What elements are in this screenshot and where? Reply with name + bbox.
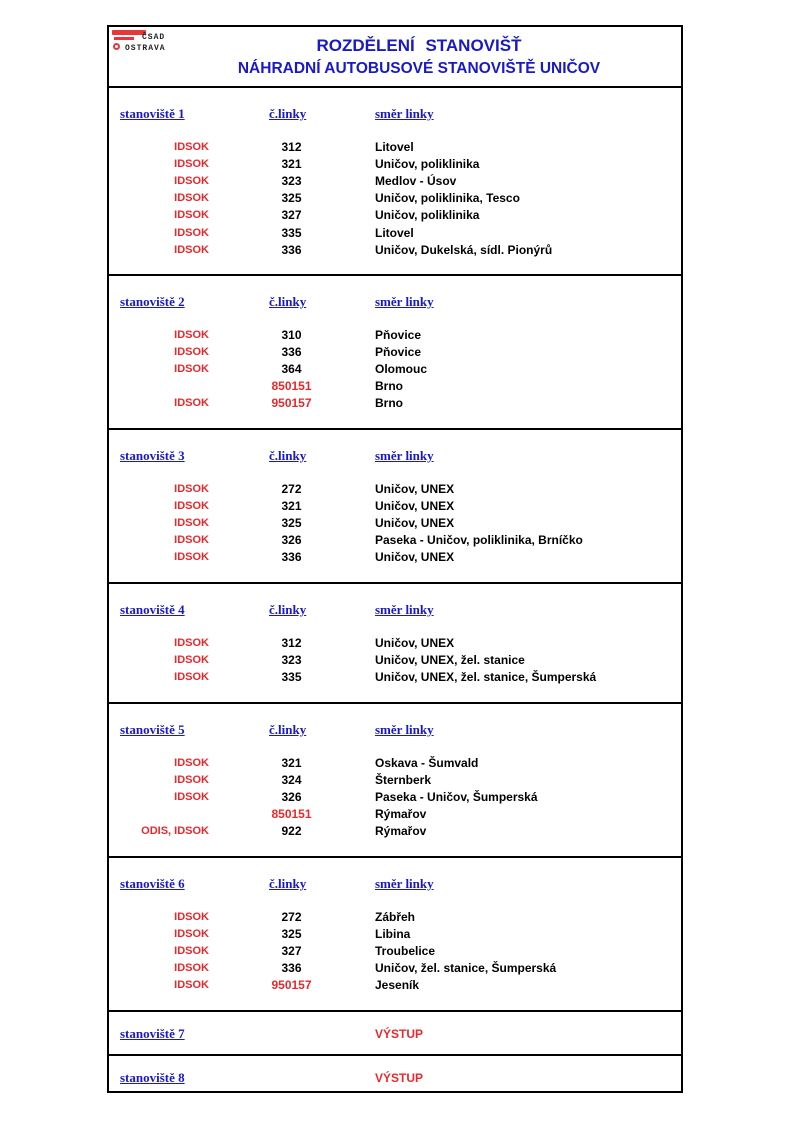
line-direction: Jeseník <box>375 978 420 993</box>
line-direction: Pňovice <box>375 328 422 342</box>
system-label: IDSOK <box>174 517 209 530</box>
line-direction: Zábřeh <box>375 910 416 924</box>
line-direction: Uničov, UNEX <box>375 550 455 565</box>
system-label: IDSOK <box>174 979 209 992</box>
table-row <box>109 362 681 379</box>
line-direction: Uničov, UNEX <box>375 636 455 650</box>
stand-label: stanoviště 1 <box>120 106 185 121</box>
stand-label: stanoviště 3 <box>120 448 185 463</box>
system-label: IDSOK <box>174 243 209 256</box>
line-number: 310 <box>281 328 302 342</box>
line-number: 321 <box>281 499 302 514</box>
line-direction: Uničov, žel. stanice, Šumperská <box>375 961 557 976</box>
column-header-line: č.linky <box>269 106 307 121</box>
table-row <box>109 140 681 157</box>
line-direction: Paseka - Uničov, Šumperská <box>375 790 538 805</box>
line-direction: Litovel <box>375 140 414 154</box>
logo-bar-icon <box>112 30 146 35</box>
table-row <box>109 773 681 790</box>
table-row <box>109 944 681 961</box>
line-number: 321 <box>281 756 302 770</box>
line-direction: Rýmařov <box>375 807 427 822</box>
line-number: 323 <box>281 174 302 189</box>
header <box>109 27 681 88</box>
column-header-line: č.linky <box>269 602 307 617</box>
stand-5 <box>109 704 681 858</box>
column-header-direction: směr linky <box>375 106 434 121</box>
system-label: IDSOK <box>174 500 209 513</box>
system-label: IDSOK <box>174 192 209 205</box>
stand-label: stanoviště 4 <box>120 602 185 617</box>
line-direction: Pňovice <box>375 345 422 360</box>
line-number: 325 <box>281 191 302 206</box>
line-direction: Uničov, Dukelská, sídl. Pionýrů <box>375 242 553 257</box>
table-row <box>109 226 681 243</box>
stand-label: stanoviště 2 <box>120 294 185 309</box>
line-number: 335 <box>281 225 302 240</box>
system-label: IDSOK <box>174 226 209 239</box>
logo-text-1: ČSAD <box>142 33 166 42</box>
table-row <box>109 482 681 499</box>
logo-text-2: OSTRAVA <box>125 44 166 53</box>
table-row <box>109 191 681 208</box>
table-row <box>109 927 681 944</box>
table-row <box>109 174 681 191</box>
line-direction: Rýmařov <box>375 824 427 839</box>
table-row <box>109 208 681 225</box>
line-direction: Litovel <box>375 225 414 240</box>
line-number: 327 <box>281 208 302 223</box>
line-direction: Uničov, UNEX <box>375 499 455 514</box>
stands-list <box>109 88 681 1100</box>
exit-label: VÝSTUP <box>375 1027 424 1041</box>
line-direction: Uničov, poliklinika <box>375 157 480 172</box>
stand-1 <box>109 88 681 276</box>
column-header-line: č.linky <box>269 294 307 309</box>
system-label: IDSOK <box>174 209 209 222</box>
table-row <box>109 379 681 396</box>
line-direction: Libina <box>375 927 411 942</box>
stand-label: stanoviště 6 <box>120 876 185 891</box>
column-header-line: č.linky <box>269 448 307 463</box>
line-number: 272 <box>281 910 302 924</box>
line-direction: Uničov, UNEX <box>375 516 455 531</box>
line-direction: Olomouc <box>375 362 428 377</box>
table-row <box>109 345 681 362</box>
line-direction: Brno <box>375 396 403 411</box>
line-number: 325 <box>281 927 302 942</box>
line-direction: Medlov - Úsov <box>375 174 457 189</box>
line-number: 335 <box>281 670 302 685</box>
stand-label: stanoviště 5 <box>120 722 185 737</box>
table-row <box>109 670 681 687</box>
line-number: 326 <box>281 533 302 548</box>
line-direction: Šternberk <box>375 773 432 788</box>
system-label: ODIS, IDSOK <box>141 825 209 838</box>
system-label: IDSOK <box>174 175 209 188</box>
line-direction: Brno <box>375 379 403 394</box>
line-number: 321 <box>281 157 302 172</box>
stand-6 <box>109 858 681 1012</box>
column-header-direction: směr linky <box>375 876 434 891</box>
line-number: 312 <box>281 140 302 154</box>
table-row <box>109 533 681 550</box>
column-header-direction: směr linky <box>375 722 434 737</box>
table-row <box>109 653 681 670</box>
line-direction: Paseka - Uničov, poliklinika, Brníčko <box>375 533 583 548</box>
table-row <box>109 243 681 260</box>
line-number: 336 <box>281 961 302 976</box>
exit-label: VÝSTUP <box>375 1071 424 1085</box>
table-row <box>109 636 681 653</box>
system-label: IDSOK <box>174 329 209 341</box>
line-direction: Uničov, poliklinika, Tesco <box>375 191 520 206</box>
system-label: IDSOK <box>174 774 209 787</box>
table-row <box>109 328 681 345</box>
line-direction: Uničov, UNEX <box>375 482 455 496</box>
stand-8 <box>109 1056 681 1100</box>
line-number: 336 <box>281 242 302 257</box>
line-direction: Uničov, poliklinika <box>375 208 480 223</box>
system-label: IDSOK <box>174 637 209 649</box>
page-title: ROZDĚLENÍ STANOVIŠŤ <box>316 36 522 55</box>
stand-label: stanoviště 7 <box>120 1026 185 1041</box>
system-label: IDSOK <box>174 671 209 684</box>
table-row <box>109 756 681 773</box>
line-number: 312 <box>281 636 302 650</box>
line-number: 850151 <box>271 807 312 822</box>
stand-label: stanoviště 8 <box>120 1070 185 1085</box>
line-direction: Troubelice <box>375 944 436 959</box>
column-header-line: č.linky <box>269 876 307 891</box>
table-row <box>109 978 681 995</box>
system-label: IDSOK <box>174 483 209 495</box>
line-number: 272 <box>281 482 302 496</box>
line-number: 323 <box>281 653 302 668</box>
page-subtitle: NÁHRADNÍ AUTOBUSOVÉ STANOVIŠTĚ UNIČOV <box>237 60 601 77</box>
line-number: 327 <box>281 944 302 959</box>
table-row <box>109 790 681 807</box>
table-row <box>109 961 681 978</box>
system-label: IDSOK <box>174 158 209 171</box>
line-direction: Oskava - Šumvald <box>375 756 479 770</box>
table-row <box>109 396 681 413</box>
line-number: 364 <box>281 362 302 377</box>
table-row <box>109 516 681 533</box>
system-label: IDSOK <box>174 757 209 769</box>
table-row <box>109 910 681 927</box>
line-direction: Uničov, UNEX, žel. stanice <box>375 653 525 668</box>
stand-4 <box>109 584 681 704</box>
line-number: 950157 <box>271 978 312 993</box>
line-number: 336 <box>281 345 302 360</box>
system-label: IDSOK <box>174 397 209 410</box>
table-row <box>109 807 681 824</box>
page-frame <box>107 25 683 1093</box>
system-label: IDSOK <box>174 363 209 376</box>
line-direction: Uničov, UNEX, žel. stanice, Šumperská <box>375 670 597 685</box>
system-label: IDSOK <box>174 928 209 941</box>
stand-3 <box>109 430 681 584</box>
system-label: IDSOK <box>174 534 209 547</box>
column-header-direction: směr linky <box>375 294 434 309</box>
system-label: IDSOK <box>174 962 209 975</box>
column-header-direction: směr linky <box>375 602 434 617</box>
table-row <box>109 550 681 567</box>
system-label: IDSOK <box>174 551 209 564</box>
column-header-line: č.linky <box>269 722 307 737</box>
system-label: IDSOK <box>174 791 209 804</box>
system-label: IDSOK <box>174 654 209 667</box>
system-label: IDSOK <box>174 945 209 958</box>
column-header-direction: směr linky <box>375 448 434 463</box>
table-row <box>109 499 681 516</box>
line-number: 324 <box>281 773 302 788</box>
line-number: 325 <box>281 516 302 531</box>
stand-2 <box>109 276 681 430</box>
line-number: 326 <box>281 790 302 805</box>
table-row <box>109 824 681 841</box>
line-number: 922 <box>281 824 302 839</box>
system-label: IDSOK <box>174 141 209 153</box>
table-row <box>109 157 681 174</box>
system-label: IDSOK <box>174 911 209 923</box>
line-number: 950157 <box>271 396 312 411</box>
stand-7 <box>109 1012 681 1056</box>
system-label: IDSOK <box>174 346 209 359</box>
line-number: 850151 <box>271 379 312 394</box>
line-number: 336 <box>281 550 302 565</box>
